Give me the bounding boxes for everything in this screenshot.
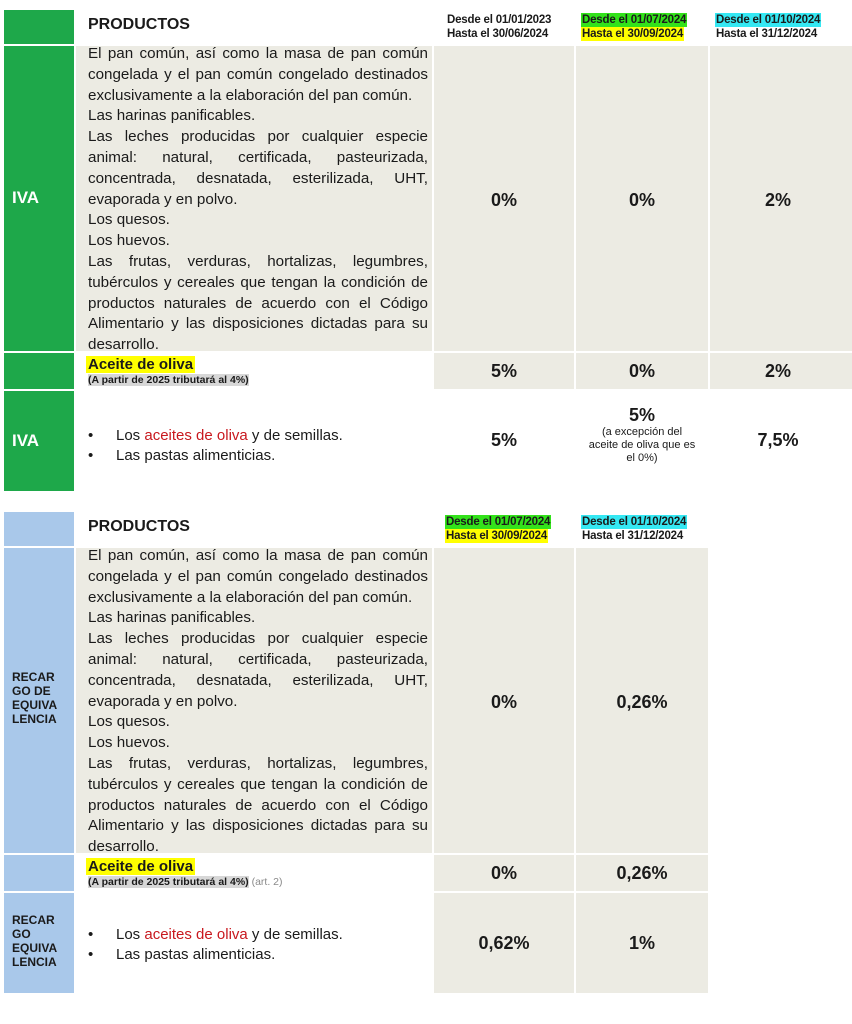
iva-row3-products: [76, 391, 432, 491]
exception-line2: aceite de oliva que es: [588, 439, 696, 451]
rec-row3-value1: 0,62%: [478, 933, 530, 953]
rec-paragraph-huevos: Los huevos.: [88, 734, 170, 752]
olive-note-text: (A partir de 2025 tributará al 4%): [88, 374, 249, 386]
iva-col3-to: Hasta el 31/12/2024: [716, 28, 818, 40]
rec-row3-value2: 1%: [628, 933, 655, 953]
iva-row3-value3: 7,5%: [757, 430, 799, 450]
iva-olive-title: [86, 356, 195, 373]
art-reference: (art. 2): [248, 876, 283, 888]
iva-row2-col2: [576, 353, 708, 389]
iva-row3-bullets: [88, 426, 343, 466]
paragraph-quesos: Los quesos.: [88, 211, 170, 229]
rec-olive-note-text: (A partir de 2025 tributará al 4%): [88, 876, 249, 888]
rec-paragraph-leches: Las leches producidas por cualquier especie animal: natural, certificada, pasteurizada, concentrada, desnatada, esterilizada, UHT, evaporada y en polvo.: [88, 630, 428, 710]
rec-row2-value2: 0,26%: [616, 863, 668, 883]
bullet-pastas: • Las pastas alimenticias.: [88, 446, 343, 466]
iva-col1-dates: [446, 13, 552, 41]
iva-header-col2: [576, 10, 708, 44]
iva-productos-heading: PRODUCTOS: [88, 16, 190, 33]
iva-row1-text: [88, 44, 428, 356]
iva-row3-value1: 5%: [490, 430, 517, 450]
rec-productos-heading: PRODUCTOS: [88, 518, 190, 535]
rec-row2-value1: 0%: [490, 863, 517, 883]
iva-row1-products: [76, 45, 432, 354]
rec-col1-from: Desde el 01/07/2024: [446, 516, 551, 528]
iva-label-2: IVA: [12, 431, 40, 450]
iva-row1-col3: [710, 46, 852, 351]
iva-side-header: [4, 10, 74, 44]
exception-line1: (a excepción del: [601, 426, 683, 438]
rec-label-2: RECAR GO EQUIVA LENCIA: [12, 913, 58, 969]
rec-paragraph-frutas: Las frutas, verduras, hortalizas, legumbres, tubérculos y cereales que tengan la condición de productos naturales de acuerdo con el Código Alimentario y las disposiciones dictadas para su desarrollo.: [88, 754, 428, 856]
rec-bullet-pastas: • Las pastas alimenticias.: [88, 945, 343, 965]
iva-row3-value2: [576, 405, 708, 465]
iva-row2-col1: [434, 353, 574, 389]
rec-col1-to: Hasta el 30/09/2024: [446, 530, 548, 542]
iva-header-col3: [710, 10, 852, 44]
iva-col3-from: Desde el 01/10/2024: [716, 14, 821, 26]
rec-olive-title-text: Aceite de oliva: [88, 858, 194, 875]
olive-title-text: Aceite de oliva: [88, 356, 194, 373]
iva-col2-dates: [581, 13, 687, 41]
iva-col2-from: Desde el 01/07/2024: [582, 14, 687, 26]
iva-col1-to: Hasta el 30/06/2024: [447, 28, 549, 40]
iva-row3-col1: [434, 391, 574, 491]
iva-row1-value2: 0%: [628, 190, 655, 210]
iva-row3-value2-big: 5%: [628, 405, 655, 425]
iva-row1-value3: 2%: [764, 190, 791, 210]
iva-row3-col3: [710, 391, 852, 491]
paragraph-pan: El pan común, así como la masa de pan común congelada y el pan común congelado destinados exclusivamente a la elaboración del pan común.: [88, 45, 428, 104]
paragraph-harinas: Las harinas panificables.: [88, 107, 256, 125]
iva-row2-value2: 0%: [628, 361, 655, 381]
rec-paragraph-pan: El pan común, así como la masa de pan común congelada y el pan común congelado destinados exclusivamente a la elaboración del pan común.: [88, 547, 428, 606]
iva-col2-to: Hasta el 30/09/2024: [582, 28, 684, 40]
rec-bullet-aceites: • Los aceites de oliva y de semillas.: [88, 925, 343, 945]
paragraph-frutas: Las frutas, verduras, hortalizas, legumbres, tubérculos y cereales que tengan la condición de productos naturales de acuerdo con el Código Alimentario y las disposiciones dictadas para su desarrollo.: [88, 252, 428, 354]
iva-side-row3: [4, 391, 74, 491]
rec-aceites-red-text: aceites de oliva: [144, 926, 248, 943]
aceites-red-text: aceites de oliva: [144, 427, 248, 444]
iva-row2-value3: 2%: [764, 361, 791, 381]
iva-row3-col2: [576, 391, 708, 491]
exception-line3: el 0%): [626, 452, 658, 464]
iva-col1-from: Desde el 01/01/2023: [447, 14, 552, 26]
iva-row1-col2: [576, 46, 708, 351]
rec-label-1: RECAR GO DE EQUIVA LENCIA: [12, 670, 58, 726]
iva-side-row2: [4, 353, 74, 389]
rec-row1-value1: 0%: [490, 692, 517, 712]
iva-row2-products: [76, 353, 432, 389]
iva-row2-value1: 5%: [490, 361, 517, 381]
iva-side-row1: [4, 46, 74, 351]
iva-row1-col1: [434, 46, 574, 351]
iva-header-productos: [76, 10, 432, 44]
rec-paragraph-harinas: Las harinas panificables.: [88, 609, 256, 627]
paragraph-huevos: Los huevos.: [88, 232, 170, 250]
paragraph-leches: Las leches producidas por cualquier especie animal: natural, certificada, pasteurizada, concentrada, desnatada, esterilizada, UHT, evaporada y en polvo.: [88, 128, 428, 208]
rec-paragraph-quesos: Los quesos.: [88, 713, 170, 731]
iva-col3-dates: [715, 13, 821, 41]
rec-row1-value2: 0,26%: [616, 692, 668, 712]
rec-col2-from: Desde el 01/10/2024: [582, 516, 687, 528]
iva-row1-value1: 0%: [490, 190, 517, 210]
bullet-aceites: • Los aceites de oliva y de semillas.: [88, 426, 343, 446]
iva-row2-col3: [710, 353, 852, 389]
iva-header-col1: [434, 10, 574, 44]
iva-olive-note: [88, 374, 249, 387]
iva-label-1: IVA: [12, 188, 40, 207]
rec-col2-to: Hasta el 31/12/2024: [582, 530, 684, 542]
